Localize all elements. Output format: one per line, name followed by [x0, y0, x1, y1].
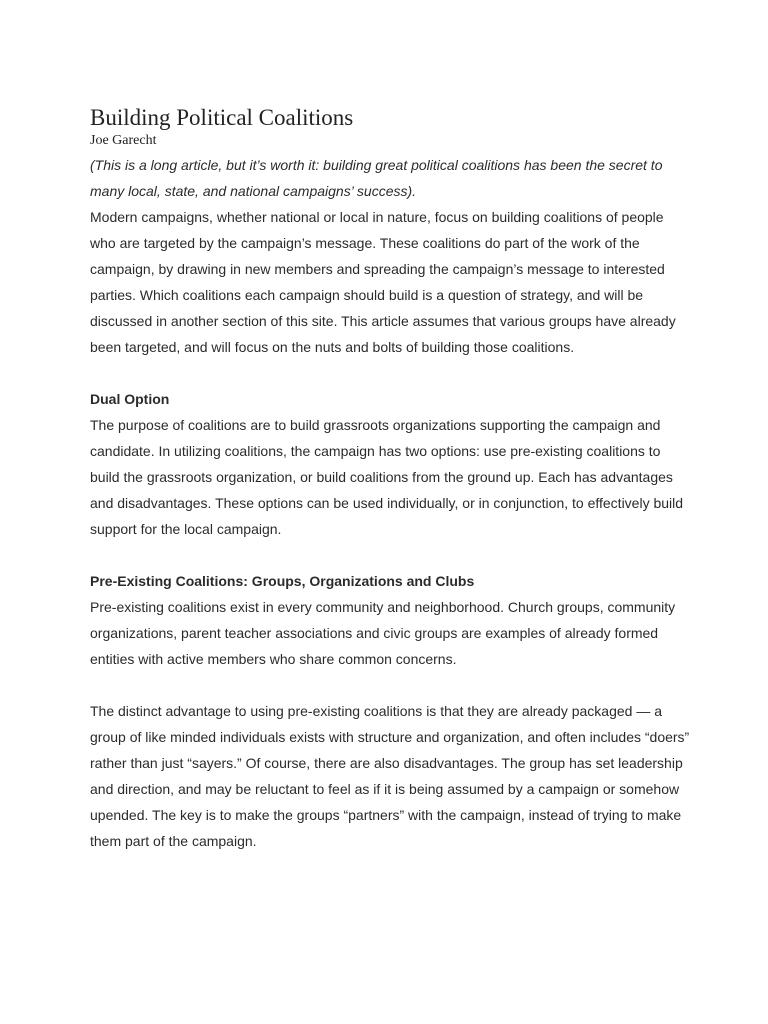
section-heading-pre-existing: Pre-Existing Coalitions: Groups, Organizations and Clubs — [90, 573, 475, 589]
author-byline: Joe Garecht — [90, 133, 157, 148]
body-paragraph-pre-existing-2: The distinct advantage to using pre-existing coalitions is that they are already packaged — a group of like minded individuals exists with structure and organization, and often includes “doers” rather than just “sayers.” Of course, there are also disadvantages. The group has set leadership and direction, and may be reluctant to feel as if it is being assumed by a campaign or somehow upended. The key is to make the groups “partners” with the campaign, instead of trying to make them part of the campaign. — [90, 703, 690, 849]
body-paragraph-pre-existing-1: Pre-existing coalitions exist in every community and neighborhood. Church groups, community organizations, parent teacher associations and civic groups are examples of already formed entities with active members who share common concerns. — [90, 599, 676, 667]
intro-paragraph: (This is a long article, but it’s worth it: building great political coalitions has been the secret to many local, state, and national campaigns’ success). — [90, 157, 663, 199]
body-paragraph-1: Modern campaigns, whether national or local in nature, focus on building coalitions of people who are targeted by the campaign’s message. These coalitions do part of the work of the campaign, by drawing in new members and spreading the campaign’s message to interested parties. Which coalitions each campaign should build is a question of strategy, and will be discussed in another section of this site. This article assumes that various groups have already been targeted, and will focus on the nuts and bolts of building those coalitions. — [90, 209, 676, 355]
body-paragraph-dual-option: The purpose of coalitions are to build grassroots organizations supporting the campaign and candidate. In utilizing coalitions, the campaign has two options: use pre-existing coalitions to build the grassroots organization, or build coalitions from the ground up. Each has advantages and disadvantages. These options can be used individually, or in conjunction, to effectively build support for the local campaign. — [90, 417, 684, 537]
section-heading-dual-option: Dual Option — [90, 391, 170, 407]
document-title: Building Political Coalitions — [90, 105, 354, 130]
document-page — [90, 104, 690, 854]
